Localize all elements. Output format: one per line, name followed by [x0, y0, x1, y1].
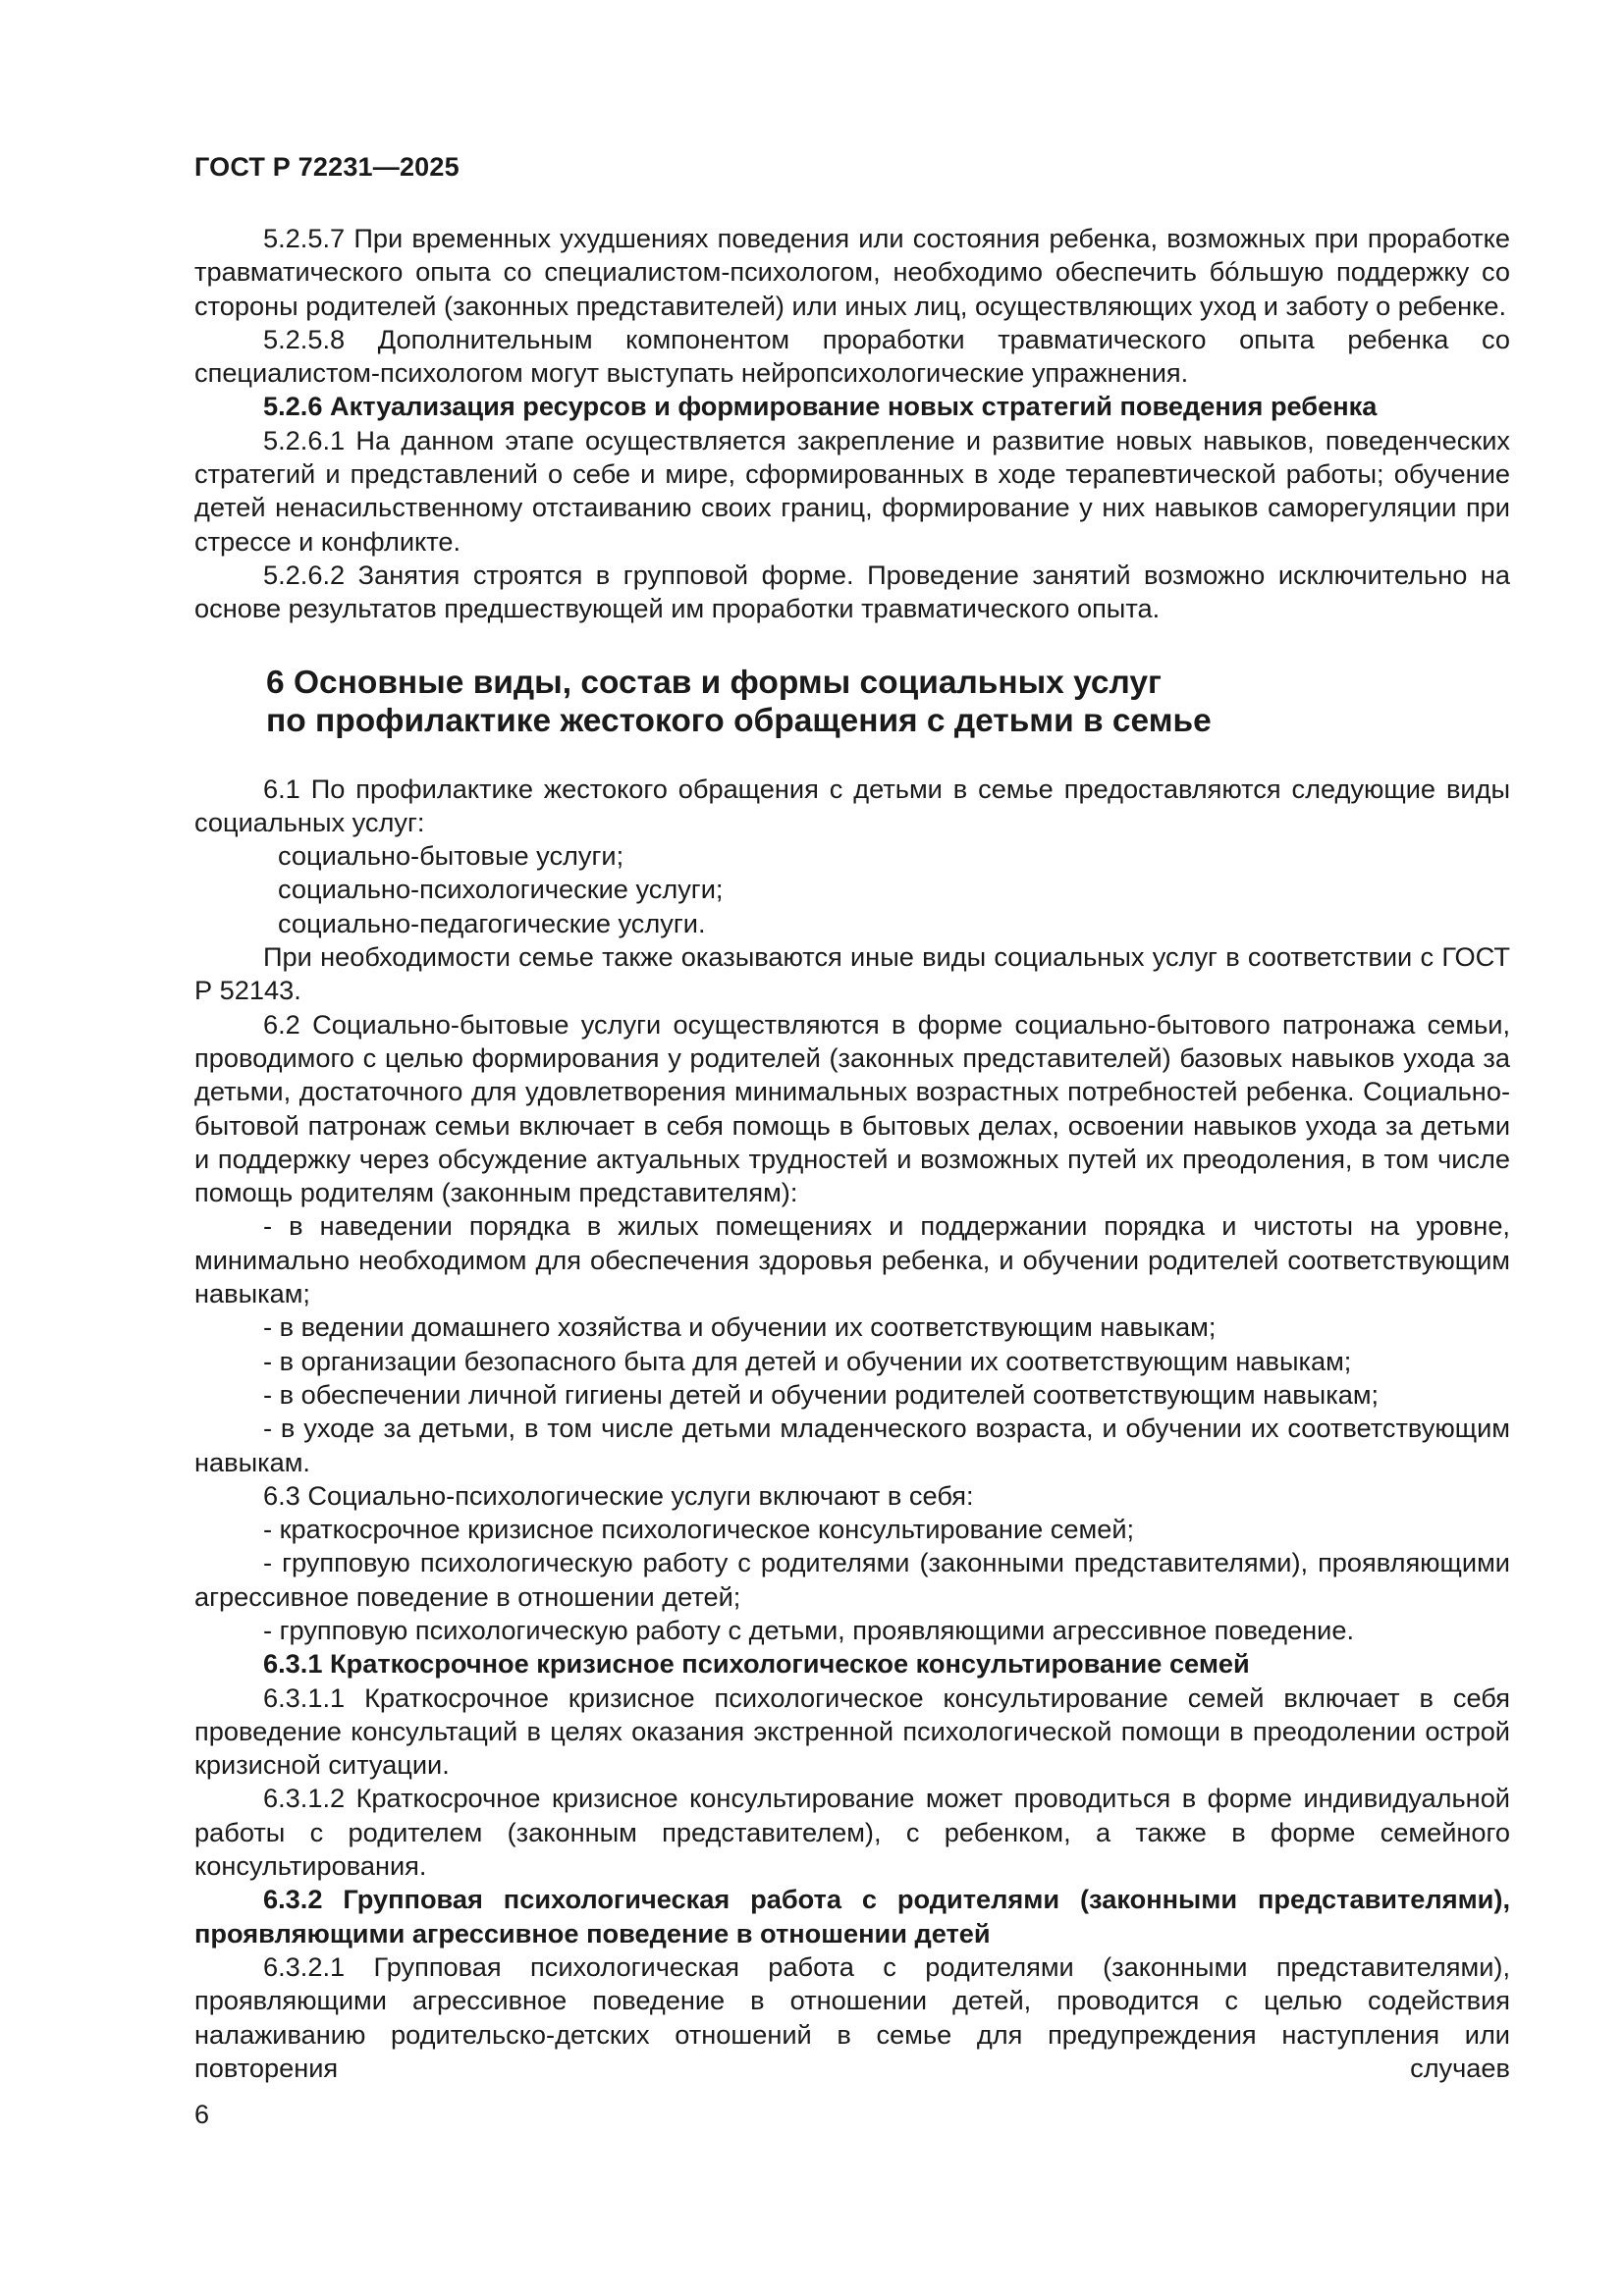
list-item: - в ведении домашнего хозяйства и обучении их соответствующим навыкам;	[263, 1311, 1217, 1343]
subheading-5-2-6: 5.2.6 Актуализация ресурсов и формирование новых стратегий поведения ребенка	[263, 391, 1378, 422]
paragraph-6-3-1-1: 6.3.1.1 Краткосрочное кризисное психологическое консультирование семей включает в себя проведение консультаций в целях оказания экстренной психологической помощи в преодолении острой кризисной ситуации.	[194, 1682, 1510, 1781]
section-heading-line: по профилактике жестокого обращения с детьми в семье	[266, 702, 1212, 739]
section-heading-line: 6 Основные виды, состав и формы социальных услуг	[266, 664, 1162, 701]
list-item: - в организации безопасного быта для детей и обучении их соответствующим навыкам;	[263, 1345, 1352, 1376]
list-item: - краткосрочное кризисное психологическое консультирование семей;	[263, 1514, 1135, 1545]
paragraph-5-2-5-7: 5.2.5.7 При временных ухудшениях поведения или состояния ребенка, возможных при проработке травматического опыта со специалистом-психологом, необходимо обеспечить бóльшую поддержку со стороны родителей (законных представителей) или иных лиц, осуществляющих уход и заботу о ребенке.	[194, 223, 1510, 321]
paragraph-5-2-5-8: 5.2.5.8 Дополнительным компонентом проработки травматического опыта ребенка со специалистом-психологом могут выступать нейропсихологические упражнения.	[194, 323, 1510, 389]
paragraph-6-3: 6.3 Социально-психологические услуги включают в себя:	[263, 1479, 974, 1511]
paragraph-6-3-2-1: 6.3.2.1 Групповая психологическая работа с родителями (законными представителями), проявляющими агрессивное поведение в отношении детей, проводится с целью содействия налаживанию родительско-детских отношений в семье для предупреждения наступления или повторения случаев	[194, 1950, 1510, 2083]
list-item: социально-педагогические услуги.	[278, 907, 706, 938]
list-item: - в наведении порядка в жилых помещениях и поддержании порядка и чистоты на уровне, минимально необходимом для обеспечения здоровья ребенка, и обучении родителей соответствующим навыкам;	[194, 1210, 1510, 1309]
document-header: ГОСТ Р 72231—2025	[194, 152, 460, 182]
paragraph-6-3-1-2: 6.3.1.2 Краткосрочное кризисное консультирование может проводиться в форме индивидуальной работы с родителем (законным представителем), с ребенком, а также в форме семейного консультирования.	[194, 1783, 1510, 1882]
subheading-6-3-1: 6.3.1 Краткосрочное кризисное психологическое консультирование семей	[263, 1648, 1250, 1680]
paragraph-6-1: 6.1 По профилактике жестокого обращения с детьми в семье предоставляются следующие виды социальных услуг:	[194, 773, 1510, 837]
subheading-6-3-2: 6.3.2 Групповая психологическая работа с родителями (законными представителями), проявляющими агрессивное поведение в отношении детей	[194, 1884, 1510, 1949]
paragraph-5-2-6-2: 5.2.6.2 Занятия строятся в групповой форме. Проведение занятий возможно исключительно на основе результатов предшествующей им проработки травматического опыта.	[194, 559, 1510, 624]
paragraph-5-2-6-1: 5.2.6.1 На данном этапе осуществляется закрепление и развитие новых навыков, поведенческих стратегий и представлений о себе и мире, сформированных в ходе терапевтической работы; обучение детей ненасильственному отстаиванию своих границ, формирование у них навыков саморегуляции при стрессе и конфликте.	[194, 424, 1510, 557]
list-item: - групповую психологическую работу с детьми, проявляющими агрессивное поведение.	[263, 1614, 1355, 1645]
section-heading-6	[266, 664, 1510, 740]
list-item: социально-бытовые услуги;	[278, 840, 624, 872]
list-item: - групповую психологическую работу с родителями (законными представителями), проявляющими агрессивное поведение в отношении детей;	[194, 1547, 1510, 1612]
document-body	[194, 222, 1510, 2085]
list-item: социально-психологические услуги;	[278, 874, 724, 905]
paragraph-6-1-note: При необходимости семье также оказываются иные виды социальных услуг в соответствии с ГОСТ Р 52143.	[194, 941, 1510, 1006]
paragraph-6-2: 6.2 Социально-бытовые услуги осуществляются в форме социально-бытового патронажа семьи, проводимого с целью формирования у родителей (законных представителей) базовых навыков ухода за детьми, достаточного для удовлетворения минимальных возрастных потребностей ребенка. Социально-бытовой патронаж семьи включает в себя помощь в бытовых делах, освоении навыков ухода за детьми и поддержку через обсуждение актуальных трудностей и возможных путей их преодоления, в том числе помощь родителям (законным представителям):	[194, 1008, 1510, 1208]
page-number: 6	[194, 2100, 210, 2129]
list-item: - в обеспечении личной гигиены детей и обучении родителей соответствующим навыкам;	[263, 1378, 1380, 1410]
list-item: - в уходе за детьми, в том числе детьми младенческого возраста, и обучении их соответствующим навыкам.	[194, 1413, 1510, 1477]
